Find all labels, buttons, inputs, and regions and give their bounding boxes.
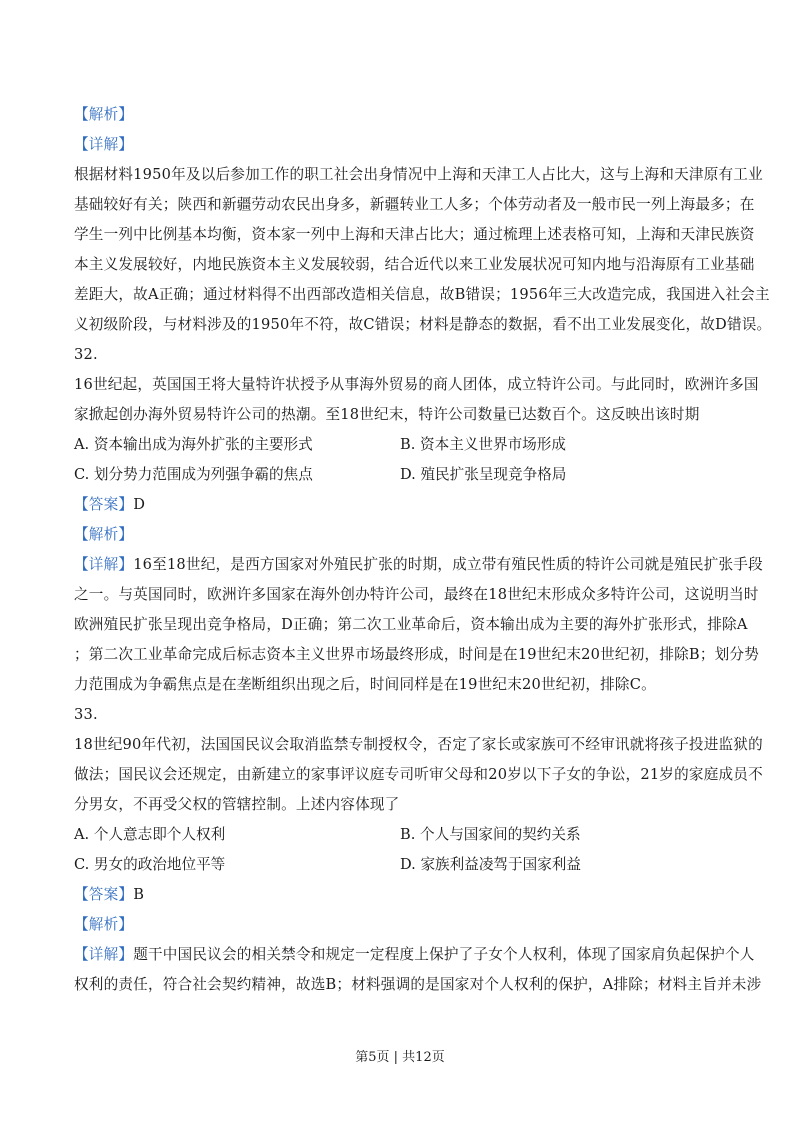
question-number: 32. <box>74 346 98 363</box>
option-d: D. 家族利益凌驾于国家利益 <box>400 856 581 873</box>
page-footer: 第5页 | 共12页 <box>355 1050 445 1065</box>
detail-line: ；第二次工业革命完成后标志资本主义世界市场最终形成，时间是在19世纪末20世纪初，排除B；划分势 <box>74 646 759 663</box>
detail-paragraph <box>74 160 772 340</box>
answer-value: D <box>133 496 146 513</box>
option-a: A. 资本输出成为海外扩张的主要形式 <box>74 436 313 453</box>
detail-label: 【详解】 <box>74 946 134 963</box>
analysis-label: 【解析】 <box>74 106 134 123</box>
option-b: B. 资本主义世界市场形成 <box>400 436 566 453</box>
answer-line <box>74 490 726 520</box>
detail-text: 题干中国民议会的相关禁令和规定一定程度上保护了子女个人权利，体现了国家肩负起保护个人 <box>133 946 755 963</box>
options-row <box>74 460 726 490</box>
paragraph-line: 根据材料1950年及以后参加工作的职工社会出身情况中上海和天津工人占比大，这与上海和天津原有工业 <box>74 166 763 183</box>
question-number: 33. <box>74 706 98 723</box>
answer-line <box>74 880 726 910</box>
detail-label: 【详解】 <box>74 136 134 153</box>
answer-label: 【答案】 <box>74 886 134 903</box>
option-b: B. 个人与国家间的契约关系 <box>400 826 581 843</box>
options-row <box>74 820 726 850</box>
question-stem-line: 家掀起创办海外贸易特许公司的热潮。至18世纪末，特许公司数量已达数百个。这反映出该时期 <box>74 406 700 423</box>
paragraph-line: 学生一列中比例基本均衡，资本家一列中上海和天津占比大；通过梳理上述表格可知，上海和天津民族资 <box>74 226 755 243</box>
detail-line: 力范围成为争霸焦点是在垄断组织出现之后，时间同样是在19世纪末20世纪初，排除C。 <box>74 676 656 693</box>
analysis-label: 【解析】 <box>74 916 134 933</box>
option-c: C. 男女的政治地位平等 <box>74 856 226 873</box>
paragraph-line: 差距大，故A正确；通过材料得不出西部改造相关信息，故B错误；1956年三大改造完成，我国进入社会主 <box>74 286 770 303</box>
detail-line <box>74 550 763 580</box>
detail-line: 之一。与英国同时，欧洲许多国家在海外创办特许公司，最终在18世纪末形成众多特许公司，这说明当时 <box>74 586 759 603</box>
page-content <box>74 100 772 1000</box>
paragraph-line: 本主义发展较好，内地民族资本主义发展较弱，结合近代以来工业发展状况可知内地与沿海原有工业基础 <box>74 256 755 273</box>
detail-line: 欧洲殖民扩张呈现出竞争格局，D正确；第二次工业革命后，资本输出成为主要的海外扩张形式，排除A <box>74 616 748 633</box>
detail-label: 【详解】 <box>74 556 134 573</box>
answer-label: 【答案】 <box>74 496 134 513</box>
option-a: A. 个人意志即个人权利 <box>74 826 226 843</box>
paragraph-line: 基础较好有关；陕西和新疆劳动农民出身多，新疆转业工人多；个体劳动者及一般市民一列上海最多；在 <box>74 196 755 213</box>
option-c: C. 划分势力范围成为列强争霸的焦点 <box>74 466 313 483</box>
question-32 <box>74 340 763 700</box>
option-d: D. 殖民扩张呈现竞争格局 <box>400 466 567 483</box>
detail-line: 权利的责任，符合社会契约精神，故选B；材料强调的是国家对个人权利的保护，A排除；材料主旨并未涉 <box>74 976 762 993</box>
question-stem-line: 分男女，不再受父权的管辖控制。上述内容体现了 <box>74 796 400 813</box>
detail-line <box>74 940 755 970</box>
question-33 <box>74 700 763 1000</box>
options-row <box>74 850 726 880</box>
question-stem-line: 16世纪起，英国国王将大量特许状授予从事海外贸易的商人团体，成立特许公司。与此同时，欧洲许多国 <box>74 376 759 393</box>
question-stem-line: 18世纪90年代初，法国国民议会取消监禁专制授权令，否定了家长或家族可不经审讯就将孩子投进监狱的 <box>74 736 763 753</box>
question-stem-line: 做法；国民议会还规定，由新建立的家事评议庭专司听审父母和20岁以下子女的争讼，21岁的家庭成员不 <box>74 766 763 783</box>
paragraph-line: 义初级阶段，与材料涉及的1950年不符，故C错误；材料是静态的数据，看不出工业发展变化，故D错误。 <box>74 316 772 333</box>
answer-value: B <box>133 886 145 903</box>
detail-text: 16至18世纪，是西方国家对外殖民扩张的时期，成立带有殖民性质的特许公司就是殖民扩张手段 <box>133 556 763 573</box>
analysis-label: 【解析】 <box>74 526 134 543</box>
options-row <box>74 430 726 460</box>
